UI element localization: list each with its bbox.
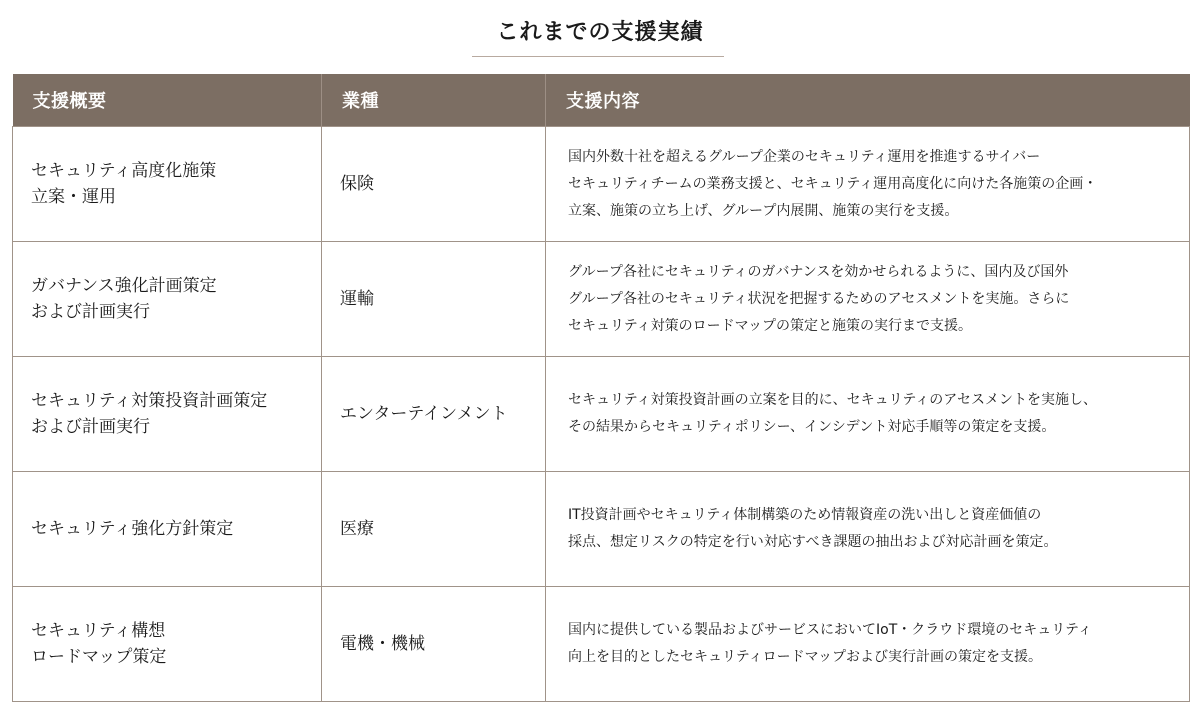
summary-cell: ガバナンス強化計画策定 および計画実行 bbox=[13, 242, 322, 357]
header-content: 支援内容 bbox=[546, 74, 1190, 127]
summary-cell: セキュリティ強化方針策定 bbox=[13, 472, 322, 587]
industry-cell: 運輸 bbox=[322, 242, 546, 357]
table-body bbox=[13, 127, 1190, 702]
table-row bbox=[13, 357, 1190, 472]
table-row bbox=[13, 242, 1190, 357]
content-cell: グループ各社にセキュリティのガバナンスを効かせられるように、国内及び国外 グループ各社のセキュリティ状況を把握するためのアセスメントを実施。さらに セキュリティ対策のロードマップの策定と施策の実行まで支援。 bbox=[546, 242, 1190, 357]
industry-cell: エンターテインメント bbox=[322, 357, 546, 472]
industry-cell: 医療 bbox=[322, 472, 546, 587]
table-row bbox=[13, 587, 1190, 702]
table-header bbox=[13, 74, 1190, 127]
content-cell: 国内に提供している製品およびサービスにおいてIoT・クラウド環境のセキュリティ 向上を目的としたセキュリティロードマップおよび実行計画の策定を支援。 bbox=[546, 587, 1190, 702]
industry-cell: 保険 bbox=[322, 127, 546, 242]
summary-cell: セキュリティ構想 ロードマップ策定 bbox=[13, 587, 322, 702]
header-industry: 業種 bbox=[322, 74, 546, 127]
header-row bbox=[13, 74, 1190, 127]
title-section bbox=[0, 0, 1200, 72]
content-cell: 国内外数十社を超えるグループ企業のセキュリティ運用を推進するサイバー セキュリティチームの業務支援と、セキュリティ運用高度化に向けた各施策の企画・ 立案、施策の立ち上げ、グループ内展開、施策の実行を支援。 bbox=[546, 127, 1190, 242]
table-row bbox=[13, 127, 1190, 242]
content-cell: セキュリティ対策投資計画の立案を目的に、セキュリティのアセスメントを実施し、 その結果からセキュリティポリシー、インシデント対応手順等の策定を支援。 bbox=[546, 357, 1190, 472]
table-row bbox=[13, 472, 1190, 587]
support-results-table bbox=[12, 74, 1190, 702]
summary-cell: セキュリティ高度化施策 立案・運用 bbox=[13, 127, 322, 242]
title-underline bbox=[472, 56, 724, 57]
industry-cell: 電機・機械 bbox=[322, 587, 546, 702]
page-title: これまでの支援実績 bbox=[496, 20, 704, 45]
header-summary: 支援概要 bbox=[13, 74, 322, 127]
summary-cell: セキュリティ対策投資計画策定 および計画実行 bbox=[13, 357, 322, 472]
content-cell: IT投資計画やセキュリティ体制構築のため情報資産の洗い出しと資産価値の 採点、想定リスクの特定を行い対応すべき課題の抽出および対応計画を策定。 bbox=[546, 472, 1190, 587]
